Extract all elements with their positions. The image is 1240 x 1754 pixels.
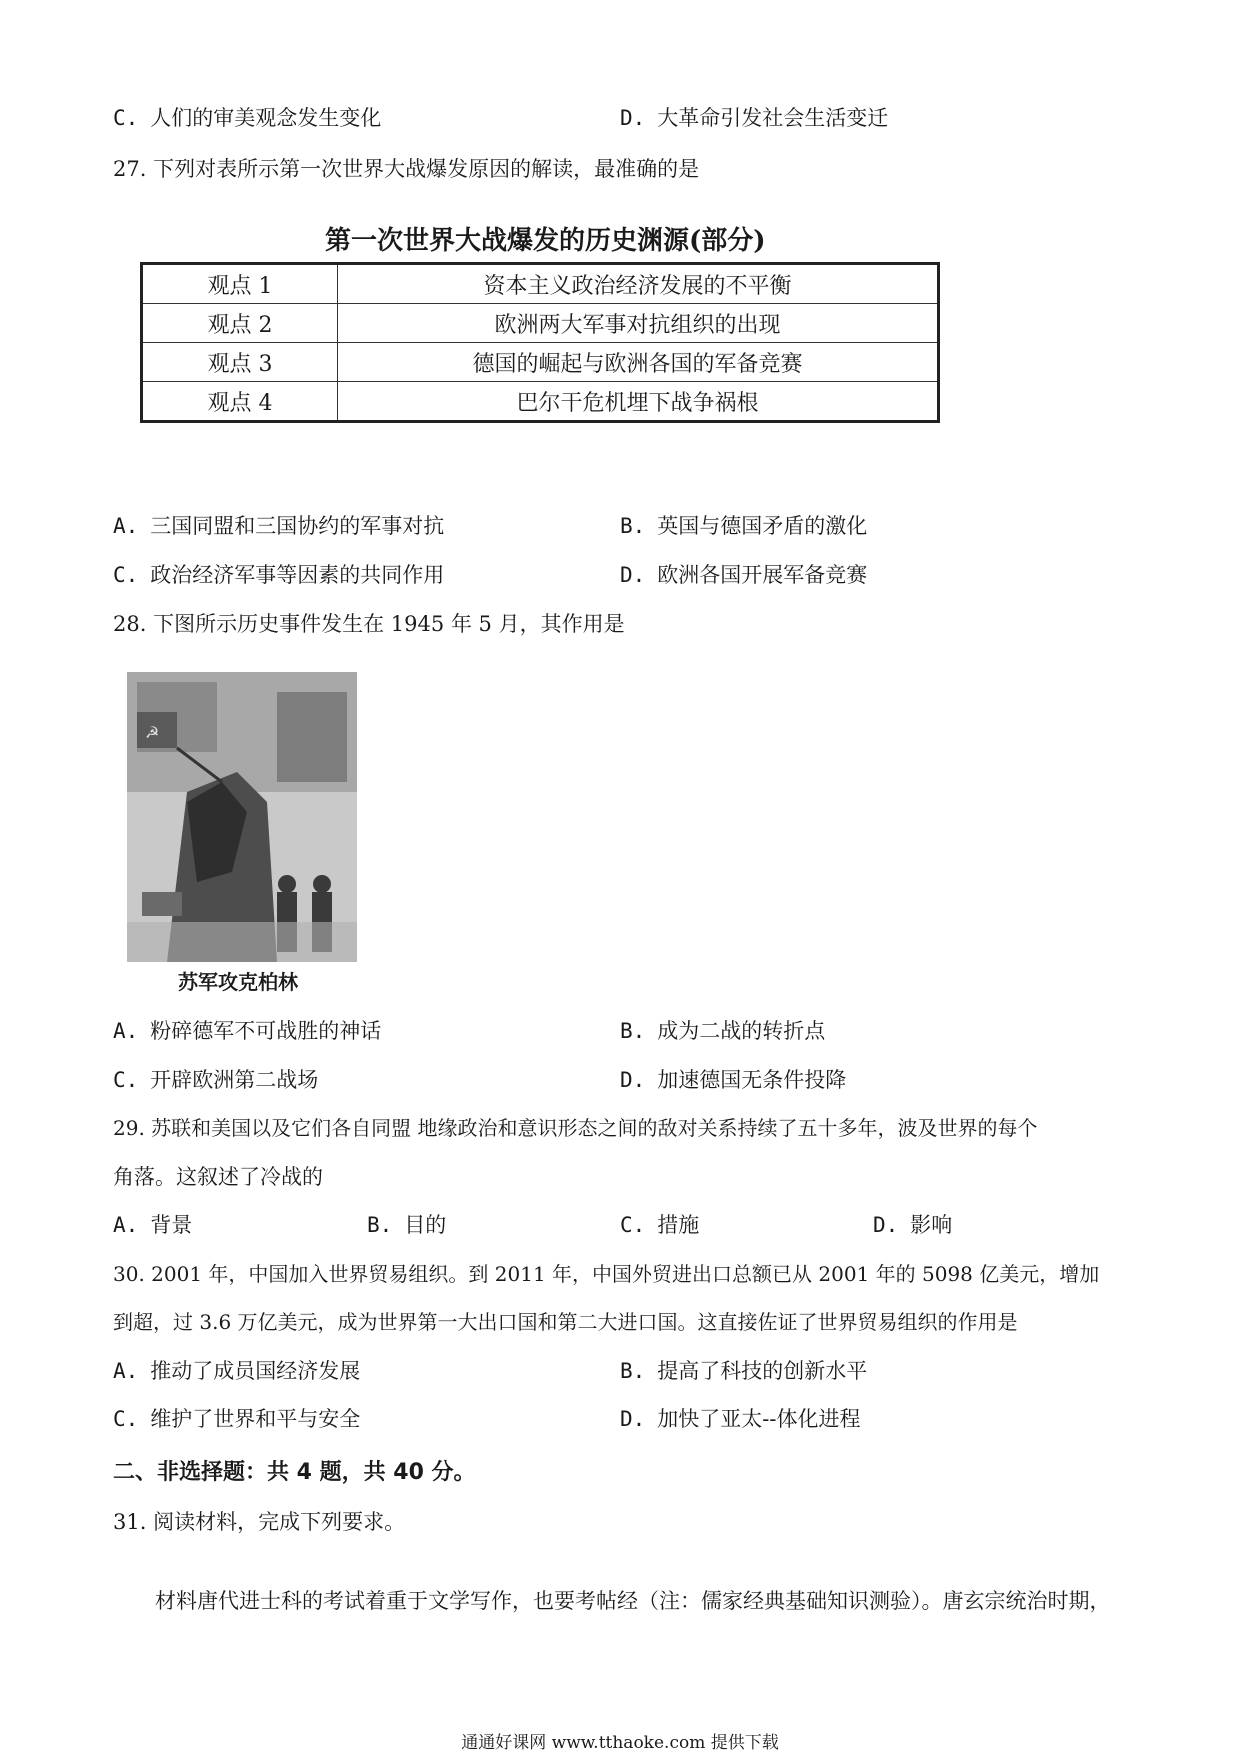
option-letter: B. <box>620 1019 646 1043</box>
q26-option-c <box>113 104 381 132</box>
table-cell-label: 观点 1 <box>142 264 338 304</box>
table-cell-text: 巴尔干危机埋下战争祸根 <box>338 382 939 422</box>
q29-option-d <box>873 1211 952 1239</box>
q29-stem-line2: 角落。这叙述了冷战的 <box>113 1165 323 1189</box>
table-cell-text: 德国的崛起与欧洲各国的军备竞赛 <box>338 343 939 382</box>
q27-table <box>140 262 940 423</box>
q28-option-a <box>113 1017 381 1045</box>
option-text: 提高了科技的创新水平 <box>657 1359 868 1383</box>
option-letter: D. <box>620 106 646 130</box>
option-letter: D. <box>620 1407 646 1431</box>
option-letter: A. <box>113 1019 139 1043</box>
q28-option-c <box>113 1066 318 1094</box>
table-cell-label: 观点 3 <box>142 343 338 382</box>
option-text: 措施 <box>657 1213 700 1237</box>
q27-option-d <box>620 561 867 589</box>
q28-option-b <box>620 1017 825 1045</box>
q26-option-d <box>620 104 888 132</box>
q29-stem-line1: 29. 苏联和美国以及它们各自同盟 地缘政治和意识形态之间的敌对关系持续了五十多年，波及世界的每个 <box>113 1116 1038 1140</box>
option-text: 背景 <box>150 1213 193 1237</box>
option-letter: D. <box>620 563 646 587</box>
q29-option-c <box>620 1211 699 1239</box>
option-letter: C. <box>113 563 139 587</box>
option-text: 加速德国无条件投降 <box>657 1068 847 1092</box>
option-letter: A. <box>113 1213 139 1237</box>
option-text: 目的 <box>404 1213 447 1237</box>
q29-option-a <box>113 1211 192 1239</box>
berlin-photo <box>127 672 357 962</box>
option-text: 政治经济军事等因素的共同作用 <box>150 563 445 587</box>
q28-stem: 28. 下图所示历史事件发生在 1945 年 5 月，其作用是 <box>113 612 625 636</box>
option-text: 推动了成员国经济发展 <box>150 1359 361 1383</box>
option-text: 维护了世界和平与安全 <box>150 1407 361 1431</box>
option-text: 大革命引发社会生活变迁 <box>657 106 889 130</box>
table-cell-label: 观点 4 <box>142 382 338 422</box>
q27-option-a <box>113 512 444 540</box>
q31-stem: 31. 阅读材料，完成下列要求。 <box>113 1510 406 1534</box>
q30-option-c <box>113 1405 360 1433</box>
q27-option-c <box>113 561 444 589</box>
q30-option-b <box>620 1357 867 1385</box>
option-text: 欧洲各国开展军备竞赛 <box>657 563 868 587</box>
table-cell-text: 欧洲两大军事对抗组织的出现 <box>338 304 939 343</box>
q29-option-b <box>367 1211 446 1239</box>
option-letter: C. <box>620 1213 646 1237</box>
option-letter: C. <box>113 1407 139 1431</box>
q30-option-a <box>113 1357 360 1385</box>
table-cell-label: 观点 2 <box>142 304 338 343</box>
option-text: 开辟欧洲第二战场 <box>150 1068 319 1092</box>
option-text: 影响 <box>910 1213 953 1237</box>
q30-stem-line1: 30. 2001 年，中国加入世界贸易组织。到 2011 年，中国外贸进出口总额已从 2001 年的 5098 亿美元，增加 <box>113 1262 1100 1286</box>
option-letter: B. <box>620 514 646 538</box>
option-text: 人们的审美观念发生变化 <box>150 106 382 130</box>
q27-option-b <box>620 512 867 540</box>
option-text: 英国与德国矛盾的激化 <box>657 514 868 538</box>
option-letter: D. <box>620 1068 646 1092</box>
berlin-photo-illustration <box>127 672 357 962</box>
section-title: 二、非选择题：共 4 题，共 40 分。 <box>113 1460 476 1485</box>
option-letter: C. <box>113 1068 139 1092</box>
page-footer: 通通好课网 www.tthaoke.com 提供下载 <box>461 1733 779 1753</box>
option-text: 成为二战的转折点 <box>657 1019 826 1043</box>
option-letter: B. <box>367 1213 393 1237</box>
option-letter: A. <box>113 514 139 538</box>
table-row <box>142 304 939 343</box>
option-letter: D. <box>873 1213 899 1237</box>
photo-caption: 苏军攻克柏林 <box>178 970 298 994</box>
q30-option-d <box>620 1405 861 1433</box>
option-letter: B. <box>620 1359 646 1383</box>
svg-text:☭: ☭ <box>145 723 160 742</box>
option-text: 三国同盟和三国协约的军事对抗 <box>150 514 445 538</box>
option-letter: C. <box>113 106 139 130</box>
table-row <box>142 382 939 422</box>
table-cell-text: 资本主义政治经济发展的不平衡 <box>338 264 939 304</box>
table-row <box>142 264 939 304</box>
q31-material: 材料唐代进士科的考试着重于文学写作，也要考帖经（注：儒家经典基础知识测验）。唐玄宗统治时期， <box>155 1589 1111 1613</box>
q27-table-title: 第一次世界大战爆发的历史渊源(部分) <box>325 226 766 256</box>
q27-stem: 27. 下列对表所示第一次世界大战爆发原因的解读，最准确的是 <box>113 157 700 181</box>
q28-option-d <box>620 1066 846 1094</box>
table-row <box>142 343 939 382</box>
q30-stem-line2: 到超，过 3.6 万亿美元，成为世界第一大出口国和第二大进口国。这直接佐证了世界贸易组织的作用是 <box>113 1310 1018 1334</box>
option-text: 加快了亚太--体化进程 <box>657 1407 861 1431</box>
option-letter: A. <box>113 1359 139 1383</box>
option-text: 粉碎德军不可战胜的神话 <box>150 1019 382 1043</box>
